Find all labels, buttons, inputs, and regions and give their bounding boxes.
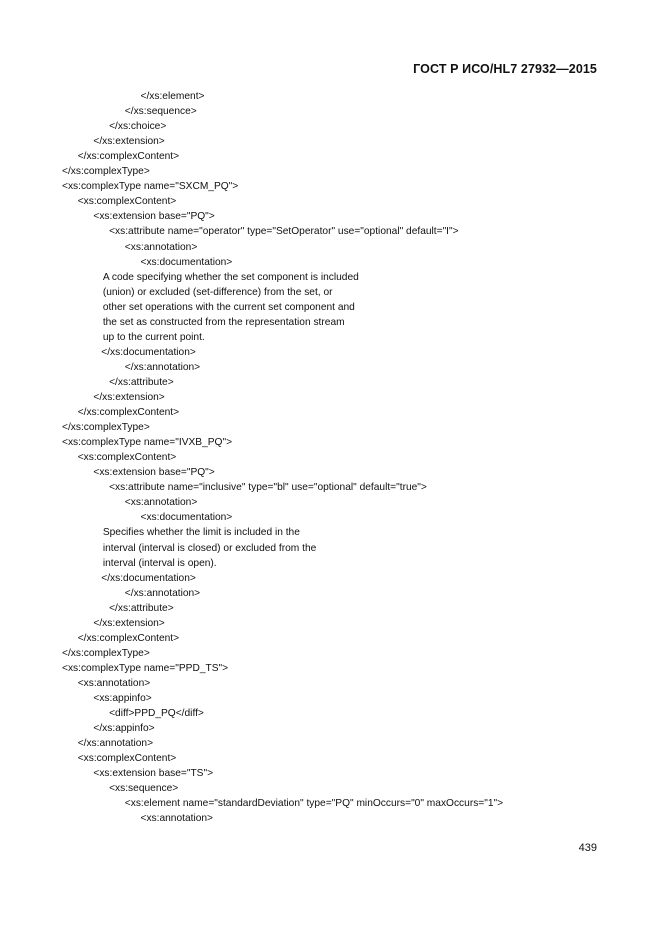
code-line: <diff>PPD_PQ</diff> [109, 708, 204, 720]
code-line: other set operations with the current set component and [102, 301, 355, 313]
code-line: </xs:complexContent> [77, 151, 180, 163]
code-line: </xs:attribute> [109, 602, 174, 614]
code-line: </xs:documentation> [101, 346, 196, 358]
code-line: <xs:complexType name="PPD_TS"> [62, 662, 229, 674]
code-line: </xs:complexContent> [77, 632, 180, 644]
code-line: <xs:annotation> [124, 241, 198, 253]
code-line: <xs:attribute name="inclusive" type="bl" use="optional" default="true"> [109, 482, 427, 494]
code-line: <xs:extension base="PQ"> [93, 211, 215, 223]
document-header: ГОСТ Р ИСО/HL7 27932—2015 [413, 62, 597, 76]
code-line: <xs:complexType name="SXCM_PQ"> [62, 181, 239, 193]
code-line: <xs:annotation> [140, 813, 214, 825]
code-line: </xs:extension> [93, 617, 165, 629]
code-line: <xs:complexType name="IVXB_PQ"> [62, 437, 233, 449]
code-line: </xs:extension> [93, 136, 165, 148]
code-line: A code specifying whether the set component is included [102, 271, 359, 283]
code-line: <xs:documentation> [140, 256, 233, 268]
page-number: 439 [578, 842, 597, 854]
code-line: </xs:element> [140, 91, 205, 102]
code-line: interval (interval is open). [102, 557, 217, 569]
code-line: <xs:sequence> [109, 783, 179, 795]
code-line: </xs:appinfo> [93, 723, 155, 735]
code-line: </xs:attribute> [109, 376, 174, 388]
code-line: interval (interval is closed) or excluded from the [102, 542, 317, 554]
code-line: <xs:complexContent> [77, 753, 177, 765]
code-line: the set as constructed from the representation stream [102, 316, 345, 328]
code-line: </xs:extension> [93, 392, 165, 403]
code-line: <xs:attribute name="operator" type="SetOperator" use="optional" default="I"> [109, 226, 459, 238]
code-line: </xs:choice> [109, 121, 167, 133]
code-line: </xs:complexType> [62, 166, 150, 178]
code-line: </xs:annotation> [124, 361, 201, 373]
code-line: <xs:extension base="TS"> [93, 768, 214, 780]
code-line: <xs:extension base="PQ"> [93, 467, 215, 479]
code-line: </xs:complexType> [62, 647, 150, 659]
code-line: up to the current point. [102, 331, 205, 343]
code-line: </xs:annotation> [77, 738, 154, 750]
code-line: <xs:complexContent> [77, 452, 177, 464]
code-line: <xs:annotation> [124, 497, 198, 509]
code-line: <xs:annotation> [77, 677, 151, 689]
code-line: </xs:documentation> [101, 572, 196, 584]
code-line: <xs:appinfo> [93, 693, 152, 704]
code-line: Specifies whether the limit is included in the [102, 527, 300, 539]
code-line: </xs:sequence> [124, 106, 197, 118]
code-line: <xs:element name="standardDeviation" type="PQ" minOccurs="0" maxOccurs="1"> [124, 798, 504, 810]
code-line: </xs:complexContent> [77, 407, 180, 419]
code-line: <xs:documentation> [140, 512, 233, 524]
code-line: (union) or excluded (set-difference) from the set, or [102, 286, 333, 298]
code-line: </xs:annotation> [124, 587, 201, 599]
code-line: </xs:complexType> [62, 422, 150, 434]
code-line: <xs:complexContent> [77, 196, 177, 208]
